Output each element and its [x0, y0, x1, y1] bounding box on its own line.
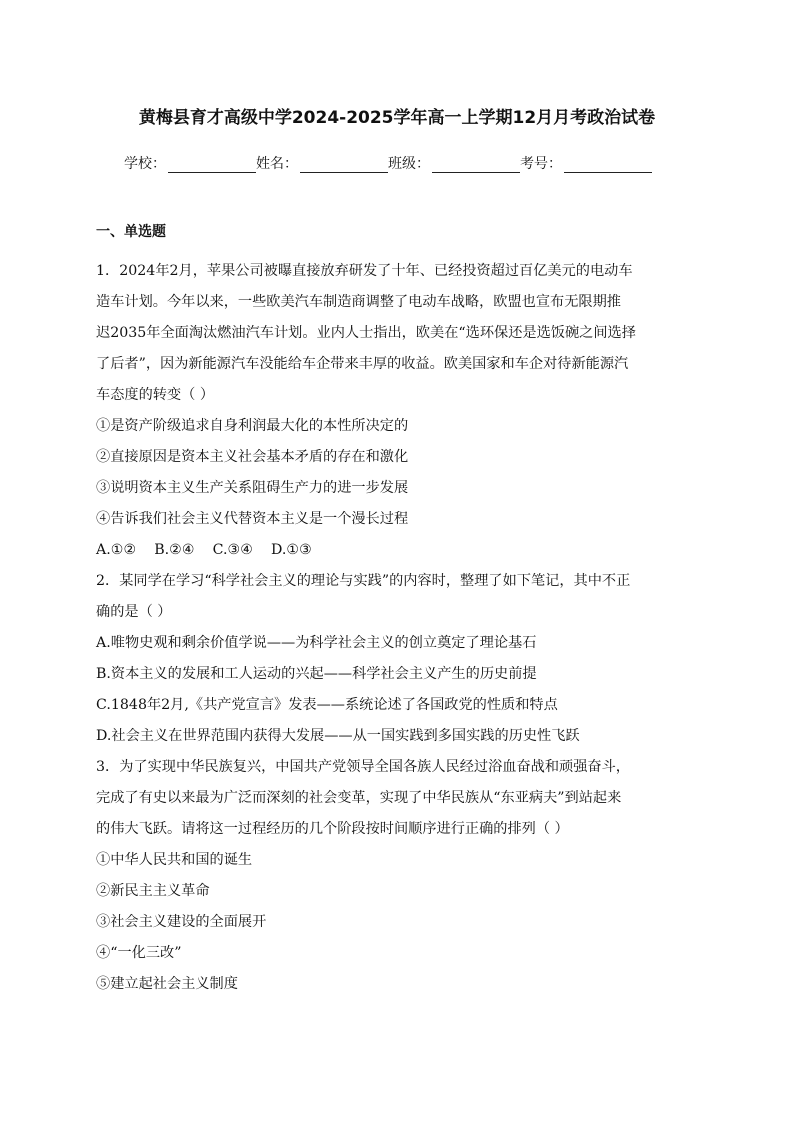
student-info-row — [124, 153, 684, 173]
text-line: 确的是（ ） — [96, 604, 172, 620]
option-line: ⑤建立起社会主义制度 — [96, 976, 238, 992]
option-line: B.资本主义的发展和工人运动的兴起——科学社会主义产生的历史前提 — [96, 666, 537, 682]
school-blank — [168, 156, 256, 173]
answer-choices: A.①② B.②④ C.③④ D.①③ — [96, 542, 312, 558]
exam-no-blank — [564, 156, 652, 173]
text-line: 1．2024年2月，苹果公司被曝直接放弃研发了十年、已经投资超过百亿美元的电动车 — [96, 263, 633, 279]
option-line: D.社会主义在世界范围内获得大发展——从一国实践到多国实践的历史性飞跃 — [96, 728, 580, 744]
exam-no-label: 考号： — [520, 156, 562, 172]
class-blank — [432, 156, 520, 173]
option-line: ②新民主主义革命 — [96, 883, 210, 899]
option-line: ①中华人民共和国的诞生 — [96, 852, 253, 868]
option-line: ②直接原因是资本主义社会基本矛盾的存在和激化 — [96, 449, 409, 465]
text-line: 造车计划。今年以来，一些欧美汽车制造商调整了电动车战略，欧盟也宣布无限期推 — [96, 294, 621, 310]
text-line: 3．为了实现中华民族复兴，中国共产党领导全国各族人民经过浴血奋战和顽强奋斗， — [96, 759, 630, 775]
option-line: ③社会主义建设的全面展开 — [96, 914, 267, 930]
page-title: 黄梅县育才高级中学2024-2025学年高一上学期12月月考政治试卷 — [138, 108, 656, 128]
option-line: C.1848年2月,《共产党宣言》发表——系统论述了各国政党的性质和特点 — [96, 697, 558, 713]
text-line: 迟2035年全面淘汰燃油汽车计划。业内人士指出，欧美在“选环保还是选饭碗之间选择 — [96, 325, 636, 341]
text-line: 2．某同学在学习“科学社会主义的理论与实践”的内容时，整理了如下笔记，其中不正 — [96, 573, 631, 589]
question-body — [96, 256, 706, 1000]
text-line: 的伟大飞跃。请将这一过程经历的几个阶段按时间顺序进行正确的排列（ ） — [96, 821, 569, 837]
name-label: 姓名： — [256, 156, 298, 172]
text-line: 了后者”，因为新能源汽车没能给车企带来丰厚的收益。欧美国家和车企对待新能源汽 — [96, 356, 629, 372]
section-title: 一、单选题 — [96, 224, 166, 240]
name-blank — [300, 156, 388, 173]
text-line: 车态度的转变（ ） — [96, 387, 215, 403]
school-label: 学校： — [124, 156, 166, 172]
text-line: 完成了有史以来最为广泛而深刻的社会变革，实现了中华民族从“东亚病夫”到站起来 — [96, 790, 622, 806]
option-line: ④告诉我们社会主义代替资本主义是一个漫长过程 — [96, 511, 409, 527]
option-line: ④“一化三改” — [96, 945, 182, 961]
option-line: ①是资产阶级追求自身利润最大化的本性所决定的 — [96, 418, 409, 434]
option-line: ③说明资本主义生产关系阻碍生产力的进一步发展 — [96, 480, 409, 496]
option-line: A.唯物史观和剩余价值学说——为科学社会主义的创立奠定了理论基石 — [96, 635, 537, 651]
class-label: 班级： — [388, 156, 430, 172]
